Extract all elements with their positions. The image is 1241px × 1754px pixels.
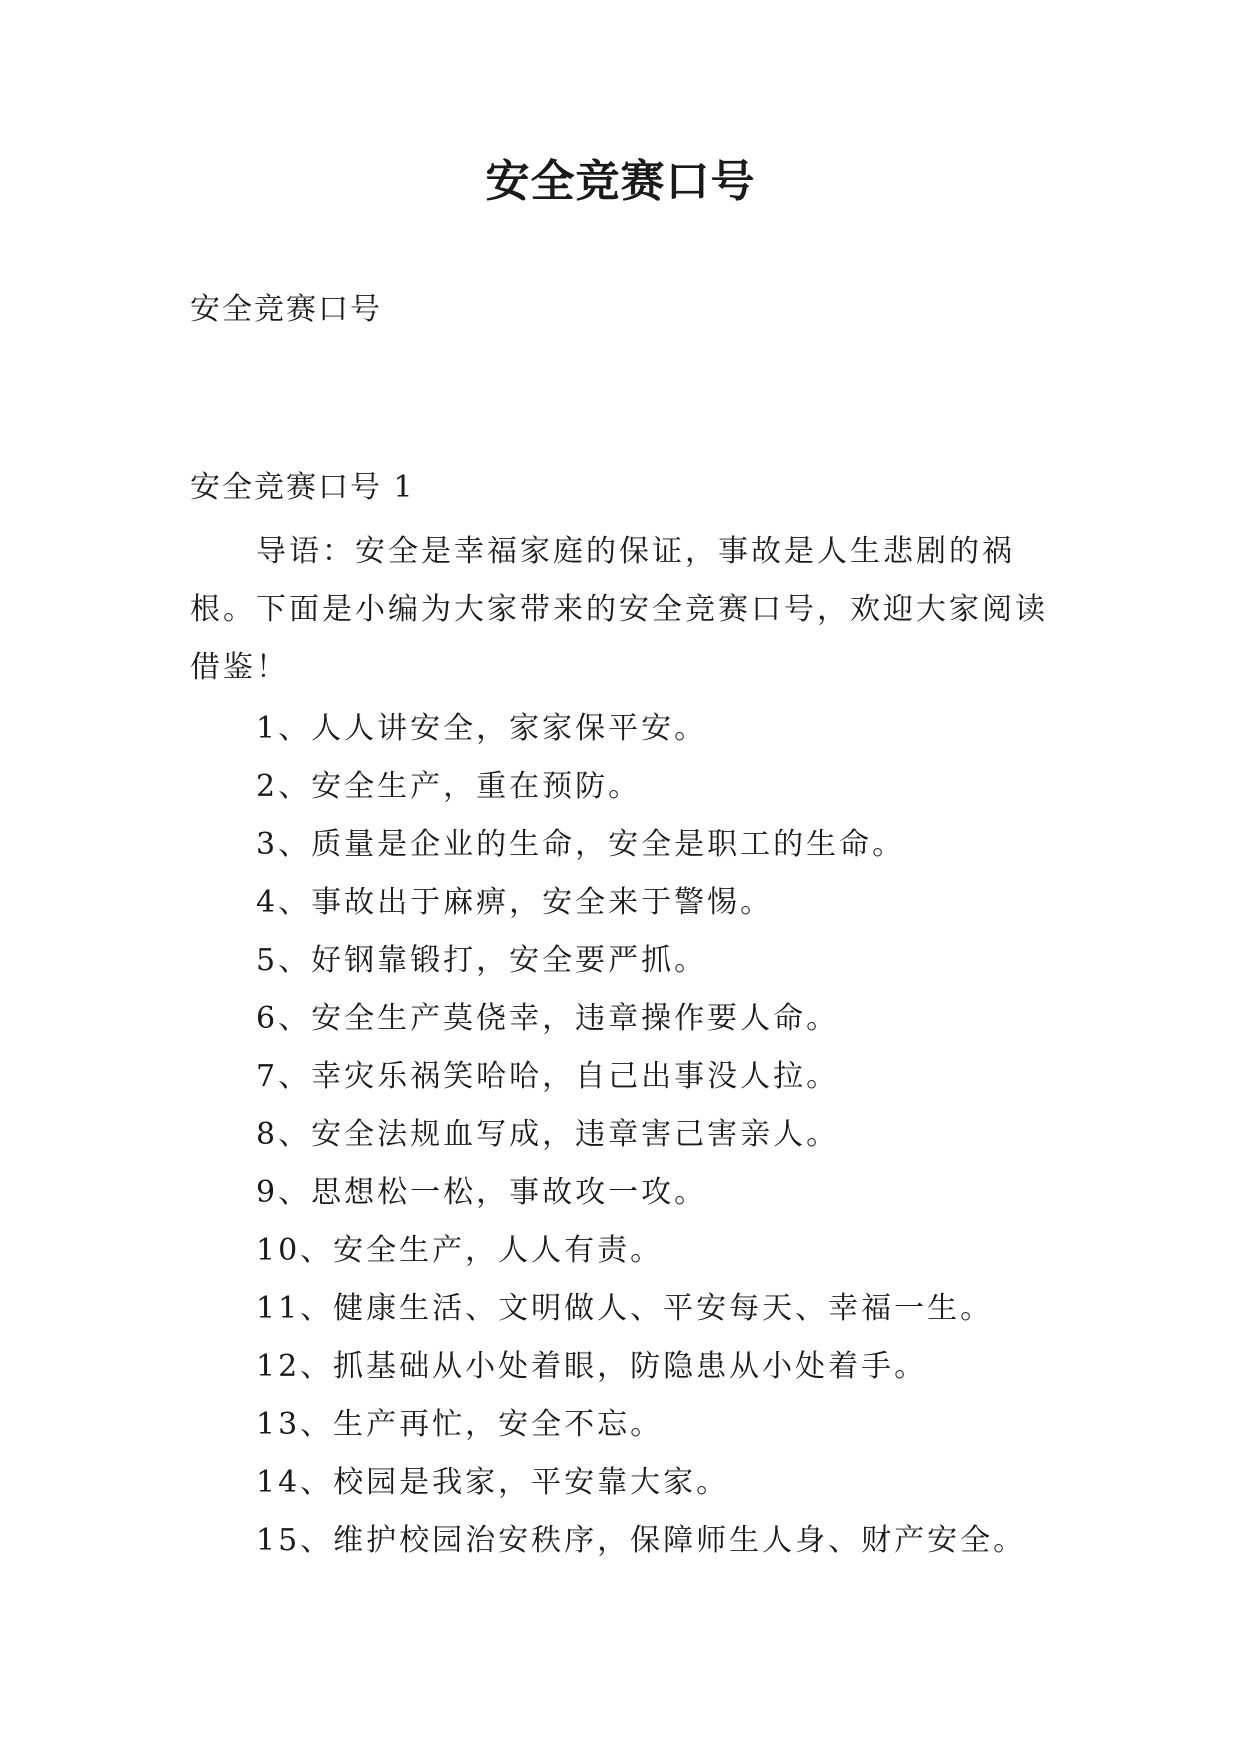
slogan-item: 14、校园是我家，平安靠大家。 — [256, 1465, 730, 1500]
intro-paragraph: 导语：安全是幸福家庭的保证，事故是人生悲剧的祸根。下面是小编为大家带来的安全竞赛口号，欢迎大家阅读借鉴！ — [190, 534, 1048, 685]
slogan-item: 9、思想松一松，事故攻一攻。 — [256, 1175, 708, 1210]
slogan-item: 4、事故出于麻痹，安全来于警惕。 — [256, 885, 774, 920]
slogan-item: 15、维护校园治安秩序，保障师生人身、财产安全。 — [256, 1523, 1027, 1558]
slogan-item: 7、幸灾乐祸笑哈哈，自己出事没人拉。 — [256, 1059, 840, 1094]
slogan-item: 10、安全生产，人人有责。 — [256, 1233, 664, 1268]
section-heading: 安全竞赛口号 1 — [190, 470, 415, 505]
slogan-item: 1、人人讲安全，家家保平安。 — [256, 711, 708, 746]
slogan-item: 2、安全生产，重在预防。 — [256, 769, 642, 804]
slogan-item: 13、生产再忙，安全不忘。 — [256, 1407, 664, 1442]
slogan-item: 8、安全法规血写成，违章害己害亲人。 — [256, 1117, 840, 1152]
slogan-item: 3、质量是企业的生命，安全是职工的生命。 — [256, 827, 906, 862]
document-subtitle: 安全竞赛口号 — [190, 292, 382, 327]
slogan-item: 12、抓基础从小处着眼，防隐患从小处着手。 — [256, 1349, 928, 1384]
slogan-item: 11、健康生活、文明做人、平安每天、幸福一生。 — [256, 1291, 994, 1326]
slogan-list — [256, 700, 1026, 1570]
document-title: 安全竞赛口号 — [485, 156, 756, 207]
slogan-item: 5、好钢靠锻打，安全要严抓。 — [256, 943, 708, 978]
slogan-item: 6、安全生产莫侥幸，违章操作要人命。 — [256, 1001, 840, 1036]
